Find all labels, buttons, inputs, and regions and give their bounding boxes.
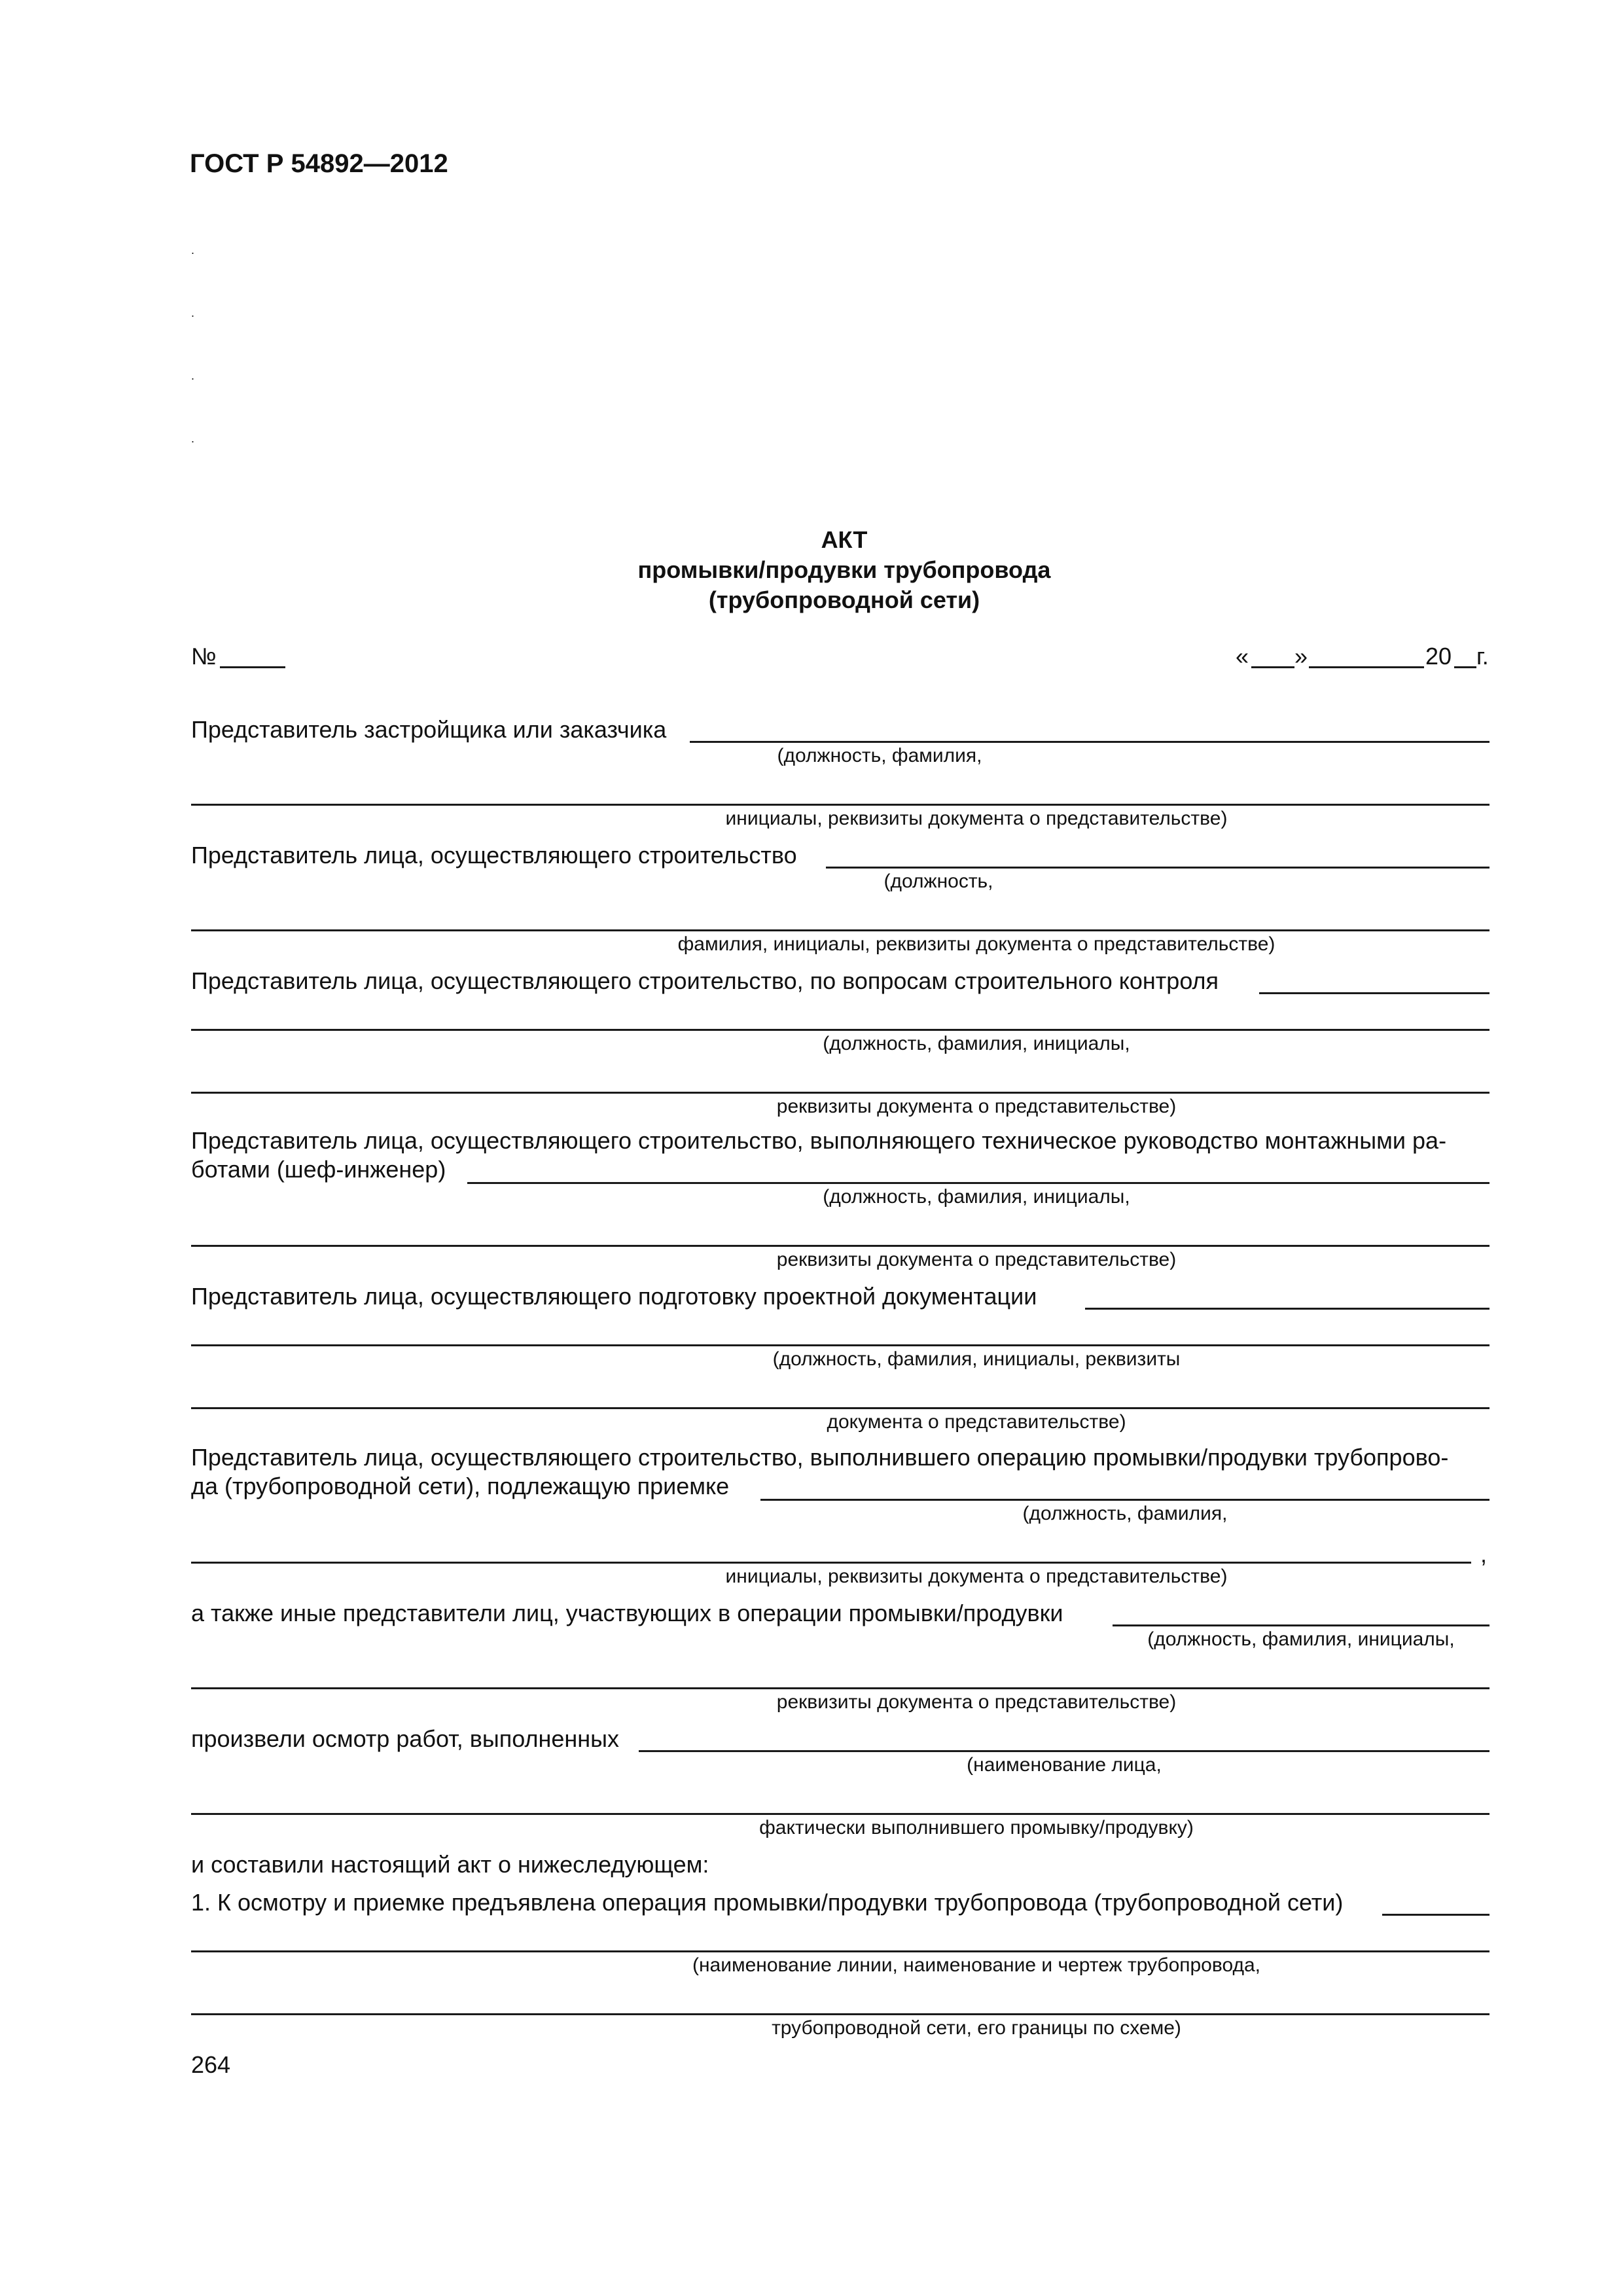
chief-engineer-caption-1: (должность, фамилия, инициалы, (823, 1186, 1130, 1208)
margin-dot: . (191, 369, 195, 382)
item-1-caption-2: трубопроводной сети, его границы по схеме) (772, 2017, 1181, 2039)
chief-engineer-field-2[interactable] (191, 1245, 1489, 1247)
number-field[interactable] (220, 666, 285, 668)
item-1-caption-1: (наименование линии, наименование и чертеж трубопровода, (692, 1954, 1261, 1976)
flushing-rep-label-2: да (трубопроводной сети), подлежащую приемке (191, 1473, 730, 1499)
date-year-suffix: г. (1476, 643, 1489, 670)
chief-engineer-caption-2: реквизиты документа о представительстве) (776, 1249, 1177, 1270)
item-1-field[interactable] (1382, 1914, 1489, 1916)
title-line-1: АКТ (821, 526, 868, 553)
flushing-rep-label-1: Представитель лица, осуществляющего строительство, выполнившего операцию промывки/продувки трубопрово- (191, 1444, 1449, 1471)
date-year-prefix: 20 (1425, 643, 1452, 670)
construction-control-caption-1: (должность, фамилия, инициалы, (823, 1033, 1130, 1054)
design-rep-caption-2: документа о представительстве) (827, 1411, 1126, 1433)
chief-engineer-label-1: Представитель лица, осуществляющего строительство, выполняющего техническое руководство монтажными ра- (191, 1127, 1447, 1154)
design-rep-field-2[interactable] (191, 1344, 1489, 1346)
flushing-rep-comma: , (1480, 1541, 1488, 1568)
construction-control-field-2[interactable] (191, 1029, 1489, 1031)
document-code: ГОСТ Р 54892—2012 (190, 149, 448, 178)
construction-control-caption-2: реквизиты документа о представительстве) (776, 1096, 1177, 1117)
other-reps-caption-1: (должность, фамилия, инициалы, (1147, 1628, 1455, 1650)
date-year-field[interactable] (1454, 666, 1476, 668)
builder-rep-caption-2: фамилия, инициалы, реквизиты документа о представительстве) (677, 933, 1275, 955)
other-reps-field-2[interactable] (191, 1687, 1489, 1689)
flushing-rep-caption-2: инициалы, реквизиты документа о представительстве) (725, 1566, 1228, 1587)
act-statement: и составили настоящий акт о нижеследующем: (191, 1851, 709, 1878)
builder-rep-label: Представитель лица, осуществляющего строительство (191, 842, 797, 869)
title-line-2: промывки/продувки трубопровода (637, 556, 1051, 583)
flushing-rep-caption-1: (должность, фамилия, (1022, 1503, 1228, 1524)
chief-engineer-field[interactable] (467, 1182, 1489, 1184)
design-rep-field-3[interactable] (191, 1407, 1489, 1409)
margin-dot: . (191, 243, 195, 257)
developer-rep-field[interactable] (690, 741, 1489, 743)
inspection-caption-2: фактически выполнившего промывку/продувку) (759, 1817, 1194, 1839)
other-reps-caption-2: реквизиты документа о представительстве) (776, 1691, 1177, 1713)
inspection-label: произвели осмотр работ, выполненных (191, 1725, 619, 1752)
builder-rep-field-2[interactable] (191, 929, 1489, 931)
inspection-field-2[interactable] (191, 1813, 1489, 1815)
other-reps-field[interactable] (1113, 1624, 1489, 1626)
construction-control-field-3[interactable] (191, 1092, 1489, 1094)
inspection-caption-1: (наименование лица, (967, 1754, 1162, 1776)
other-reps-label: а также иные представители лиц, участвующих в операции промывки/продувки (191, 1600, 1063, 1626)
developer-rep-caption-1: (должность, фамилия, (777, 745, 982, 766)
chief-engineer-label-2: ботами (шеф-инженер) (191, 1156, 446, 1183)
construction-control-field[interactable] (1259, 992, 1489, 994)
page-number: 264 (191, 2051, 231, 2078)
design-rep-label: Представитель лица, осуществляющего подготовку проектной документации (191, 1283, 1037, 1310)
developer-rep-field-2[interactable] (191, 804, 1489, 806)
inspection-field[interactable] (639, 1750, 1489, 1752)
design-rep-caption-1: (должность, фамилия, инициалы, реквизиты (772, 1348, 1181, 1370)
design-rep-field[interactable] (1085, 1308, 1489, 1310)
number-label: № (191, 643, 217, 670)
builder-rep-caption-1: (должность, (883, 870, 993, 892)
builder-rep-field[interactable] (826, 867, 1489, 869)
item-1-label: 1. К осмотру и приемке предъявлена операция промывки/продувки трубопровода (трубопроводной сети) (191, 1889, 1344, 1916)
developer-rep-caption-2: инициалы, реквизиты документа о представительстве) (725, 808, 1228, 829)
margin-dot: . (191, 306, 195, 319)
date-close-quote: » (1294, 643, 1308, 670)
margin-dot: . (191, 432, 195, 445)
flushing-rep-field[interactable] (760, 1499, 1489, 1501)
date-day-field[interactable] (1251, 666, 1294, 668)
item-1-field-2[interactable] (191, 1950, 1489, 1952)
flushing-rep-field-2[interactable] (191, 1562, 1471, 1564)
title-line-3: (трубопроводной сети) (708, 586, 980, 613)
developer-rep-label: Представитель застройщика или заказчика (191, 716, 667, 743)
construction-control-label: Представитель лица, осуществляющего строительство, по вопросам строительного контроля (191, 967, 1219, 994)
item-1-field-3[interactable] (191, 2013, 1489, 2015)
date-open-quote: « (1236, 643, 1249, 670)
date-month-field[interactable] (1309, 666, 1424, 668)
